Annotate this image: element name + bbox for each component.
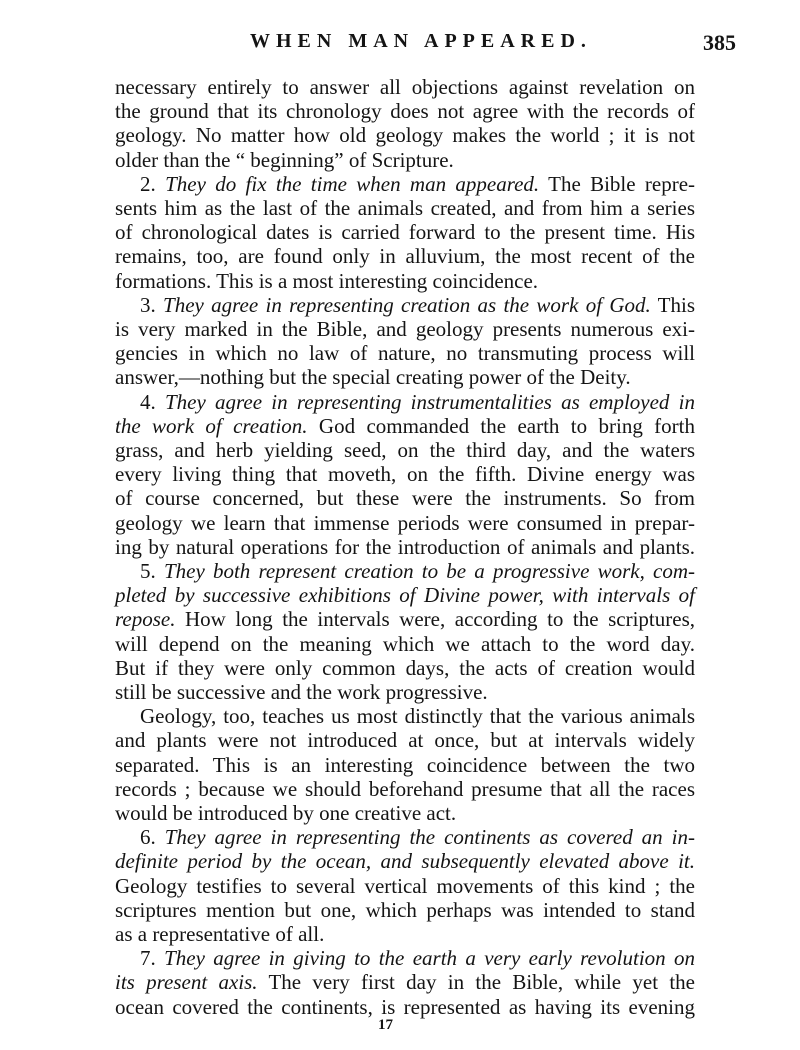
text-line <box>115 922 695 946</box>
italic-proposition: They agree in representing the continents as covered an in- <box>164 825 695 850</box>
line-text: formations. This is a most interesting coincidence. <box>115 268 539 293</box>
italic-proposition: definite period by the ocean, and subsequently elevated above it. <box>115 849 695 874</box>
text-line <box>115 583 695 607</box>
text-line <box>115 462 695 486</box>
item-number: 3. <box>140 292 164 317</box>
italic-proposition: pleted by successive exhibitions of Divine power, with intervals of <box>115 583 695 608</box>
item-number: 6. <box>140 825 165 850</box>
text-line <box>115 970 695 994</box>
text-line <box>115 244 695 268</box>
italic-proposition: They agree in representing creation as the work of God. <box>163 292 651 317</box>
line-text: still be successive and the work progressive. <box>115 680 488 704</box>
text-line <box>140 946 695 970</box>
signature-mark: 17 <box>378 1017 393 1033</box>
text-line <box>115 801 695 825</box>
text-line <box>115 728 695 752</box>
text-line <box>115 317 695 341</box>
text-line <box>140 704 695 728</box>
line-text: How long the intervals were, according to the scriptures, <box>175 607 695 632</box>
line-text: of course concerned, but these were the instruments. So from <box>115 486 695 511</box>
text-line <box>115 414 695 438</box>
line-text: Geology, too, teaches us most distinctly that the various animals <box>140 704 695 729</box>
line-text: older than the “ beginning” of Scripture. <box>115 147 454 172</box>
line-text: the ground that its chronology does not agree with the records of <box>115 99 695 124</box>
text-line <box>115 341 695 365</box>
line-text: of chronological dates is carried forward to the present time. His <box>115 220 695 245</box>
text-line <box>115 220 695 244</box>
line-text: The very first day in the Bible, while yet the <box>257 970 695 995</box>
line-text: geology we learn that immense periods were consumed in prepar- <box>115 510 695 535</box>
line-text: grass, and herb yielding seed, on the third day, and the waters <box>115 438 695 462</box>
italic-proposition: its present axis. <box>115 970 258 995</box>
italic-proposition: They do fix the time when man appeared. <box>165 171 540 196</box>
text-line <box>115 849 695 873</box>
line-text: as a representative of all. <box>115 922 325 946</box>
text-line <box>115 99 695 123</box>
item-number: 4. <box>140 389 165 414</box>
line-text: necessary entirely to answer all objections against revelation on <box>115 75 695 99</box>
text-line <box>140 172 695 196</box>
text-line <box>115 898 695 922</box>
line-text: answer,—nothing but the special creating power of the Deity. <box>115 365 631 390</box>
text-line <box>115 777 695 801</box>
text-line <box>115 148 695 172</box>
page-header <box>0 30 800 62</box>
text-line <box>115 995 695 1019</box>
text-line <box>140 559 695 583</box>
line-text: God commanded the earth to bring forth <box>307 413 695 438</box>
item-number: 5. <box>140 559 164 583</box>
line-text: But if they were only common days, the acts of creation would <box>115 655 695 680</box>
italic-proposition: the work of creation. <box>115 413 308 438</box>
line-text: geology. No matter how old geology makes the world ; it is not <box>115 123 695 148</box>
page-number: 385 <box>703 30 736 55</box>
italic-proposition: They agree in representing instrumentalities as employed in <box>164 389 695 414</box>
line-text: will depend on the meaning which we attach to the word day. <box>115 631 695 656</box>
line-text: records ; because we should beforehand presume that all the races <box>115 776 695 801</box>
text-line <box>115 511 695 535</box>
line-text: ing by natural operations for the introduction of animals and plants. <box>115 534 695 559</box>
text-line <box>115 607 695 631</box>
text-line <box>115 123 695 147</box>
line-text: The Bible repre- <box>539 171 696 196</box>
line-text: This <box>650 292 695 317</box>
line-text: sents him as the last of the animals created, and from him a series <box>115 196 695 220</box>
line-text: and plants were not introduced at once, but at intervals widely <box>115 728 695 753</box>
text-line <box>115 656 695 680</box>
text-line <box>140 825 695 849</box>
line-text: remains, too, are found only in alluvium, the most recent of the <box>115 244 695 269</box>
text-line <box>115 269 695 293</box>
line-text: is very marked in the Bible, and geology presents numerous exi- <box>115 317 695 341</box>
text-line <box>115 75 695 99</box>
text-line <box>115 196 695 220</box>
italic-proposition: They both represent creation to be a progressive work, com- <box>163 559 695 583</box>
line-text: every living thing that moveth, on the fifth. Divine energy was <box>115 462 695 487</box>
italic-proposition: They agree in giving to the earth a very early revolution on <box>164 946 695 971</box>
line-text: separated. This is an interesting coincidence between the two <box>115 752 695 777</box>
text-line <box>140 293 695 317</box>
text-line <box>115 680 695 704</box>
text-line <box>115 874 695 898</box>
text-line <box>115 753 695 777</box>
item-number: 7. <box>140 946 165 971</box>
item-number: 2. <box>140 171 166 196</box>
text-line <box>140 390 695 414</box>
running-title: WHEN MAN APPEARED. <box>250 30 592 52</box>
line-text: would be introduced by one creative act. <box>115 801 457 825</box>
text-line <box>115 632 695 656</box>
line-text: gencies in which no law of nature, no transmuting process will <box>115 341 695 366</box>
italic-proposition: repose. <box>115 607 176 632</box>
line-text: Geology testifies to several vertical movements of this kind ; the <box>115 873 695 898</box>
text-line <box>115 365 695 389</box>
text-line <box>115 486 695 510</box>
line-text: ocean covered the continents, is represented as having its evening <box>115 994 695 1019</box>
line-text: scriptures mention but one, which perhaps was intended to stand <box>115 897 695 922</box>
text-line <box>115 438 695 462</box>
text-line <box>115 535 695 559</box>
